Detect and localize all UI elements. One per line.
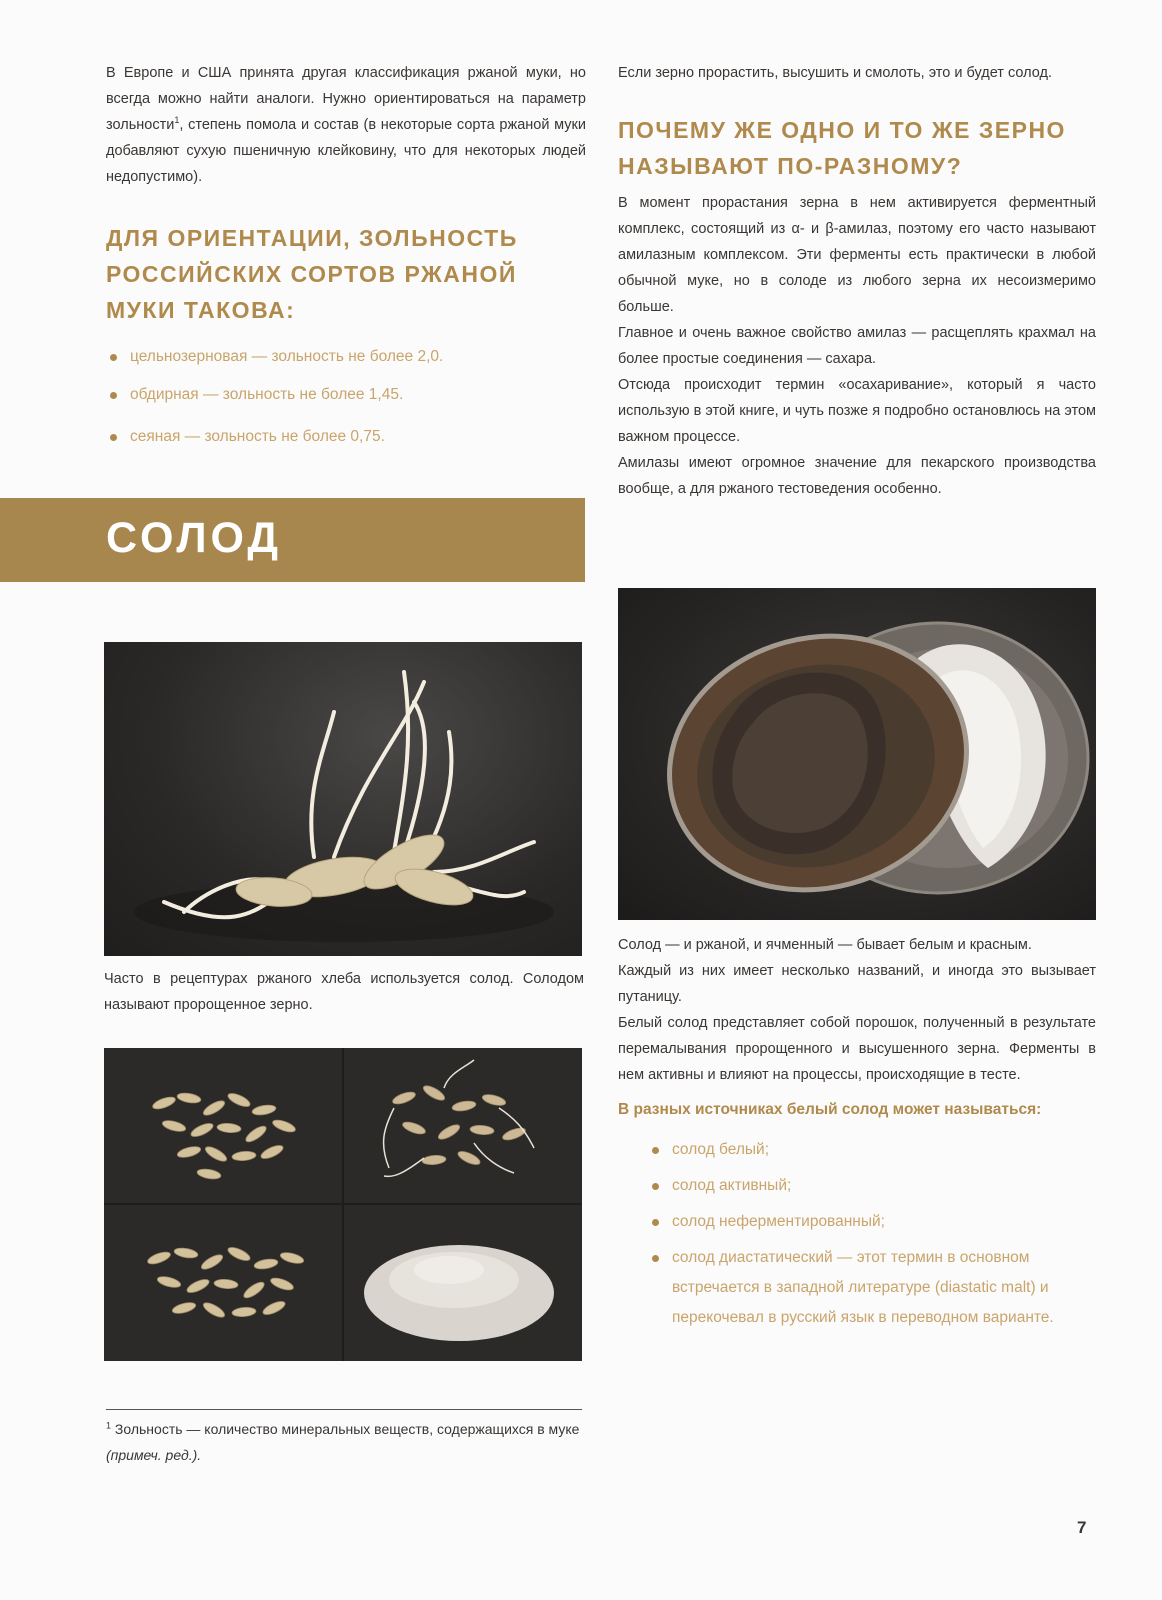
malt-bowls-illustration <box>618 588 1096 920</box>
list-item: солод активный; <box>648 1171 1096 1201</box>
sprouted-grain-photo <box>104 642 582 956</box>
ash-list <box>106 338 586 456</box>
list-item: солод белый; <box>648 1135 1096 1165</box>
intro-paragraph: В Европе и США принята другая классификация ржаной муки, но всегда можно найти аналоги. Нужно ориентироваться на параметр зольности$^1$, степень помола и состав (в некоторые сорта ржаной муки добавляют сухую пшеничную клейковину, что для некоторых людей недопустимо). <box>106 65 586 185</box>
footnote-mark: 1 <box>174 115 180 126</box>
footnote: $^1$ Зольность — количество минеральных веществ, содержащихся в муке (примеч. ред.). <box>106 1420 580 1463</box>
malt-caption: Часто в рецептурах ржаного хлеба используется солод. Солодом называют пророщенное зерно. <box>104 971 584 1013</box>
left-column <box>106 60 586 456</box>
grain-stages-illustration <box>104 1048 582 1361</box>
paragraph: В момент прорастания зерна в нем активируется ферментный комплекс, состоящий из α- и β-амилаз, поэтому его часто называют амилазным комплексом. Эти ферменты есть практически в любой обычной муке, но в солоде из любого зерна их несоизмеримо больше. <box>618 195 1096 315</box>
amylase-text <box>618 190 1096 502</box>
list-item: сеяная — зольность не более 0,75. <box>106 418 586 456</box>
section-banner <box>0 498 585 582</box>
list-item: цельнозерновая — зольность не более 2,0. <box>106 338 586 376</box>
list-item: солод неферментированный; <box>648 1207 1096 1237</box>
right-column <box>618 60 1096 502</box>
paragraph: Амилазы имеют огромное значение для пекарского производства вообще, а для ржаного тестоведения особенно. <box>618 455 1096 497</box>
names-heading: ПОЧЕМУ ЖЕ ОДНО И ТО ЖЕ ЗЕРНО НАЗЫВАЮТ ПО-РАЗНОМУ? <box>618 117 1066 179</box>
footnote-divider <box>106 1409 582 1410</box>
paragraph: Солод — и ржаной, и ячменный — бывает белым и красным. <box>618 937 1032 953</box>
paragraph: Отсюда происходит термин «осахаривание», который я часто использую в этой книге, и чуть позже я подробно остановлюсь на этом важном процессе. <box>618 377 1096 445</box>
section-title: СОЛОД <box>106 514 283 562</box>
white-malt-names-list <box>648 1135 1096 1333</box>
list-item: солод диастатический — этот термин в основном встречается в западной литературе (diastatic malt) и перекочевал в русский язык в переводном варианте. <box>648 1243 1096 1333</box>
white-malt-subheading: В разных источниках белый солод может называться: <box>618 1101 1042 1118</box>
paragraph: Белый солод представляет собой порошок, полученный в результате перемалывания пророщенного и высушенного зерна. Ферменты в нем активны и влияют на процессы, происходящие в тесте. <box>618 1015 1096 1083</box>
ash-heading: ДЛЯ ОРИЕНТАЦИИ, ЗОЛЬНОСТЬ РОССИЙСКИХ СОРТОВ РЖАНОЙ МУКИ ТАКОВА: <box>106 225 518 323</box>
malt-types-text <box>618 932 1096 1333</box>
malt-intro-paragraph: Если зерно прорастить, высушить и смолоть, это и будет солод. <box>618 65 1052 81</box>
paragraph: Главное и очень важное свойство амилаз — расщеплять крахмал на более простые соединения — сахара. <box>618 325 1096 367</box>
paragraph: Каждый из них имеет несколько названий, и иногда это вызывает путаницу. <box>618 963 1096 1005</box>
page-number: 7 <box>1077 1518 1087 1537</box>
malt-bowls-photo <box>618 588 1096 920</box>
grain-stages-photo <box>104 1048 582 1361</box>
sprouted-grain-illustration <box>104 642 582 956</box>
list-item: обдирная — зольность не более 1,45. <box>106 376 586 414</box>
